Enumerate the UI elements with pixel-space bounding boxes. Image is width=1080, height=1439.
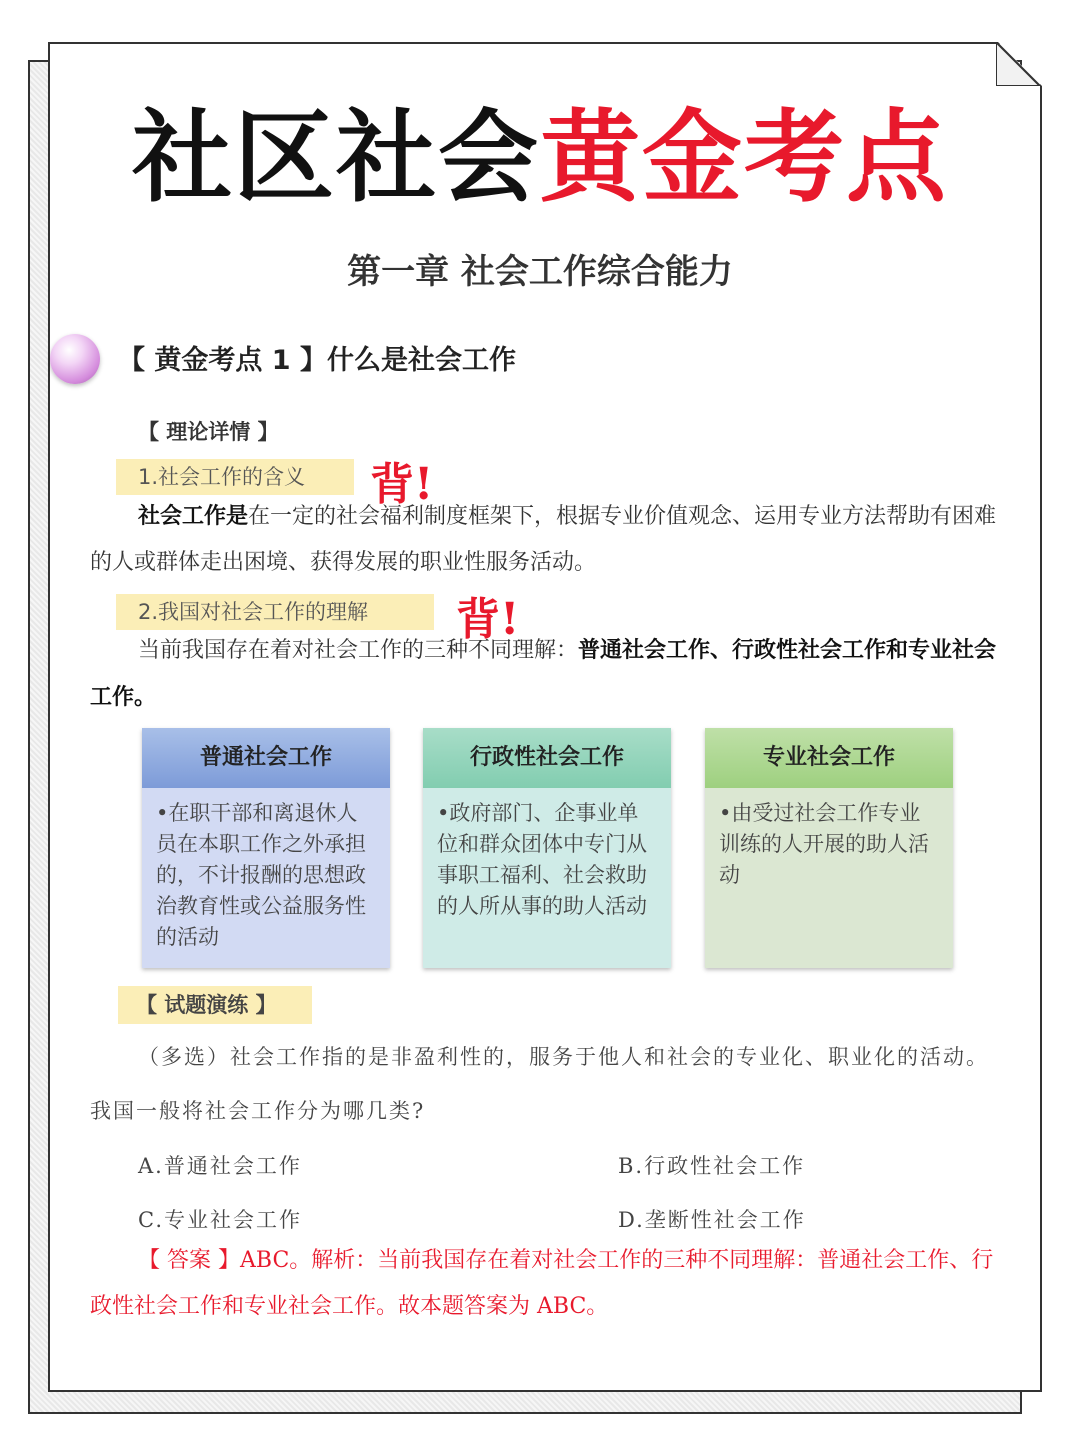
exercise-question: （多选）社会工作指的是非盈利性的，服务于他人和社会的专业化、职业化的活动。我国一般将社会工作分为哪几类?	[90, 1045, 989, 1123]
option-c: C.专业社会工作	[138, 1208, 302, 1232]
card-body: •在职干部和离退休人员在本职工作之外承担的，不计报酬的思想政治教育性或公益服务性的活动	[142, 788, 390, 968]
card-general-social-work	[142, 728, 390, 968]
exercise-answer: 【 答案 】ABC。解析：当前我国存在着对社会工作的三种不同理解：普通社会工作、行政性社会工作和专业社会工作。故本题答案为 ABC。	[90, 1248, 994, 1319]
card-title: 行政性社会工作	[423, 728, 671, 788]
option-d: D.垄断性社会工作	[618, 1208, 806, 1232]
point1-lead: 社会工作是	[138, 503, 249, 529]
option-a: A.普通社会工作	[138, 1154, 302, 1178]
card-administrative-social-work	[423, 728, 671, 968]
point1-label: 1.社会工作的含义	[116, 459, 354, 495]
bullet-orb-icon	[50, 334, 100, 384]
title-black-part: 社区社会	[132, 99, 540, 216]
point1-stamp: 背!	[370, 459, 434, 510]
option-b: B.行政性社会工作	[618, 1154, 806, 1178]
card-title: 普通社会工作	[142, 728, 390, 788]
point2-stamp: 背!	[456, 594, 520, 645]
title-red-part: 黄金考点	[540, 99, 948, 216]
point2-paragraph	[90, 627, 1000, 721]
card-professional-social-work	[705, 728, 953, 968]
point2-bold: 普通社会工作、行政性社会工作和专业社会工作。	[90, 637, 997, 710]
point1-definition	[90, 493, 1000, 586]
point2-label: 2.我国对社会工作的理解	[116, 594, 434, 630]
page-title	[0, 98, 1080, 218]
theory-label: 【 理论详情 】	[138, 420, 279, 444]
point1-text: 在一定的社会福利制度框架下，根据专业价值观念、运用专业方法帮助有困难的人或群体走出困境、获得发展的职业性服务活动。	[90, 504, 997, 575]
card-body: •由受过社会工作专业训练的人开展的助人活动	[705, 788, 953, 968]
card-body: •政府部门、企事业单位和群众团体中专门从事职工福利、社会救助的人所从事的助人活动	[423, 788, 671, 968]
page-fold-corner	[996, 42, 1040, 86]
point2-text: 当前我国存在着对社会工作的三种不同理解：	[138, 638, 579, 663]
card-title: 专业社会工作	[705, 728, 953, 788]
chapter-subtitle: 第一章 社会工作综合能力	[347, 252, 733, 292]
exercise-label: 【 试题演练 】	[118, 986, 312, 1024]
section-heading: 【 黄金考点 1 】什么是社会工作	[118, 345, 516, 376]
